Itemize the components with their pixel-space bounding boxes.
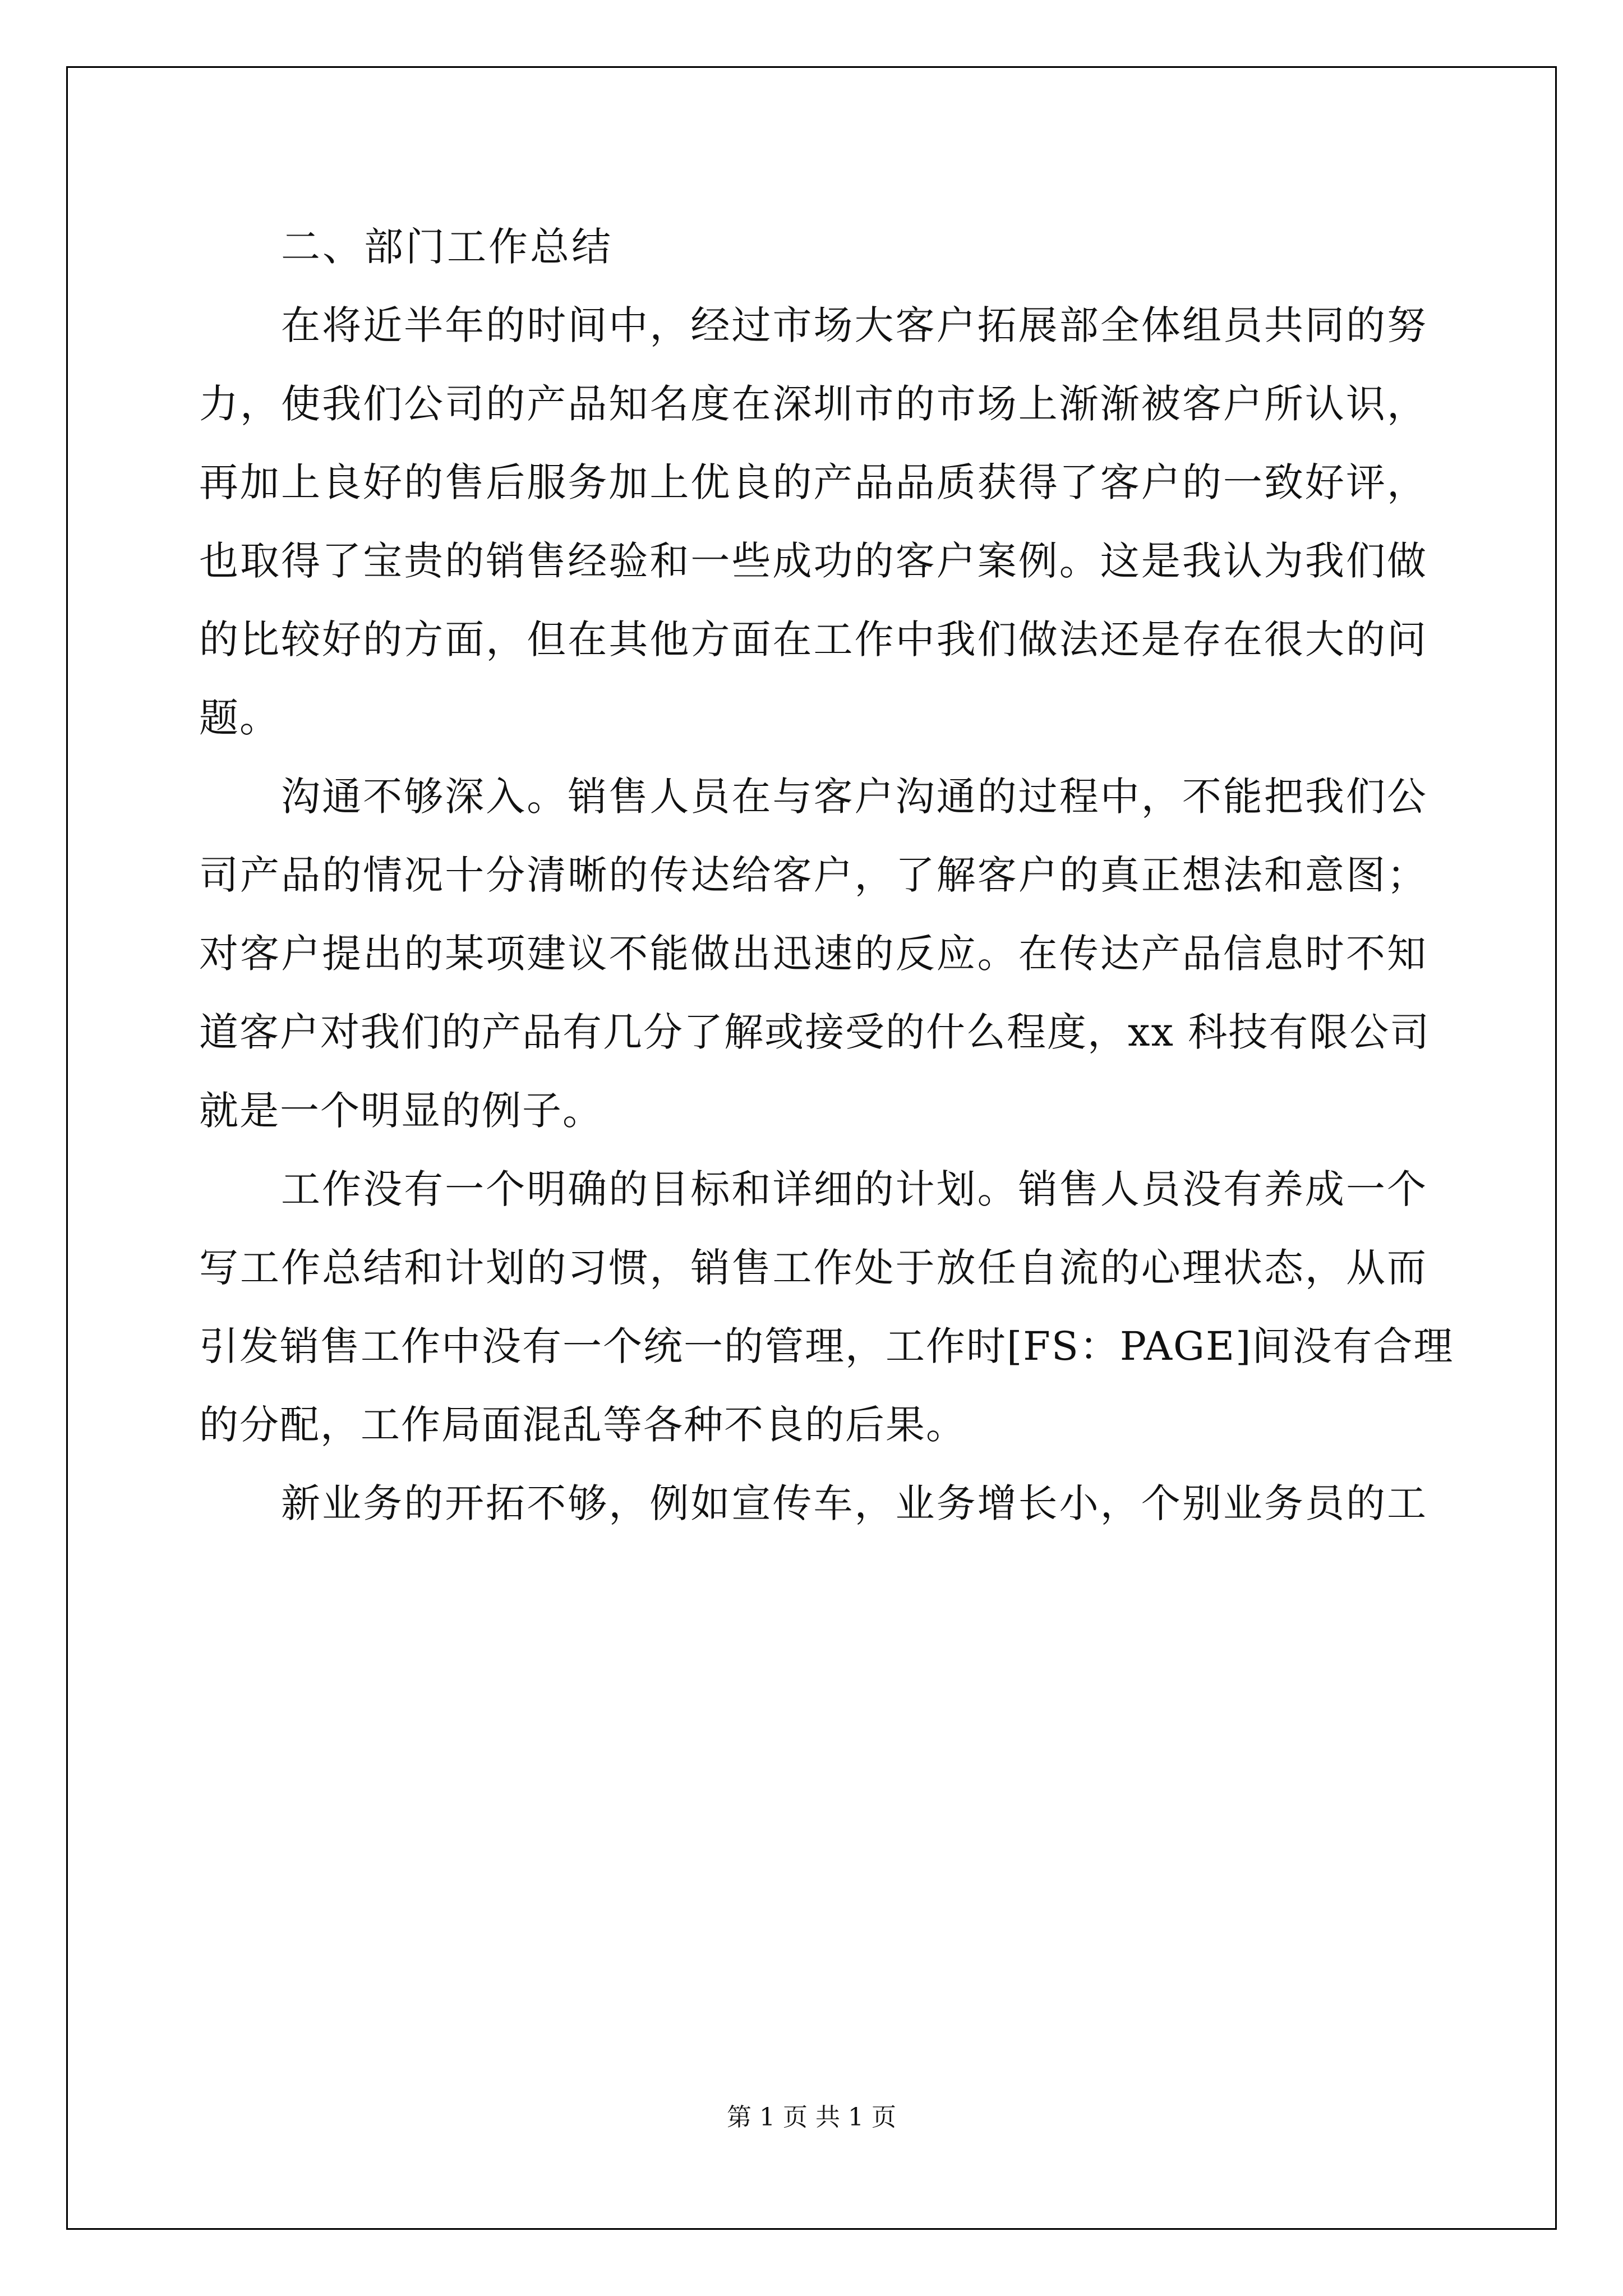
- paragraph-line: 道客户对我们的产品有几分了解或接受的什么程度，xx 科技有限公司: [199, 1009, 1431, 1055]
- paragraph-1: [199, 286, 1427, 757]
- paragraph-4: [199, 1464, 1427, 1543]
- paragraph-line: 再加上良好的售后服务加上优良的产品品质获得了客户的一致好评，: [199, 459, 1427, 505]
- paragraph-line: 工作没有一个明确的目标和详细的计划。销售人员没有养成一个: [281, 1166, 1427, 1212]
- paragraph-line: 就是一个明显的例子。: [199, 1088, 603, 1134]
- paragraph-3: [199, 1150, 1454, 1464]
- paragraph-line: 沟通不够深入。销售人员在与客户沟通的过程中，不能把我们公: [281, 774, 1427, 820]
- paragraph-line: 司产品的情况十分清晰的传达给客户，了解客户的真正想法和意图；: [199, 852, 1427, 898]
- paragraph-line: 写工作总结和计划的习惯，销售工作处于放任自流的心理状态，从而: [199, 1245, 1427, 1291]
- paragraph-line: 新业务的开拓不够，例如宣传车，业务增长小，个别业务员的工: [281, 1480, 1427, 1526]
- paragraph-line: 题。: [199, 695, 280, 741]
- section-heading: 二、部门工作总结: [281, 224, 613, 270]
- paragraph-line: 也取得了宝贵的销售经验和一些成功的客户案例。这是我认为我们做: [199, 538, 1427, 584]
- paragraph-line: 引发销售工作中没有一个统一的管理，工作时[FS：PAGE]间没有合理: [199, 1323, 1454, 1369]
- paragraph-line: 的比较好的方面，但在其他方面在工作中我们做法还是存在很大的问: [199, 616, 1427, 662]
- paragraph-line: 力，使我们公司的产品知名度在深圳市的市场上渐渐被客户所认识，: [199, 381, 1427, 427]
- paragraph-line: 对客户提出的某项建议不能做出迅速的反应。在传达产品信息时不知: [199, 931, 1427, 977]
- page-number-footer: 第 1 页 共 1 页: [727, 2103, 896, 2132]
- paragraph-2: [199, 757, 1431, 1150]
- paragraph-line: 在将近半年的时间中，经过市场大客户拓展部全体组员共同的努: [281, 302, 1427, 348]
- paragraph-line: 的分配，工作局面混乱等各种不良的后果。: [199, 1402, 966, 1448]
- document-body: [199, 208, 1454, 1543]
